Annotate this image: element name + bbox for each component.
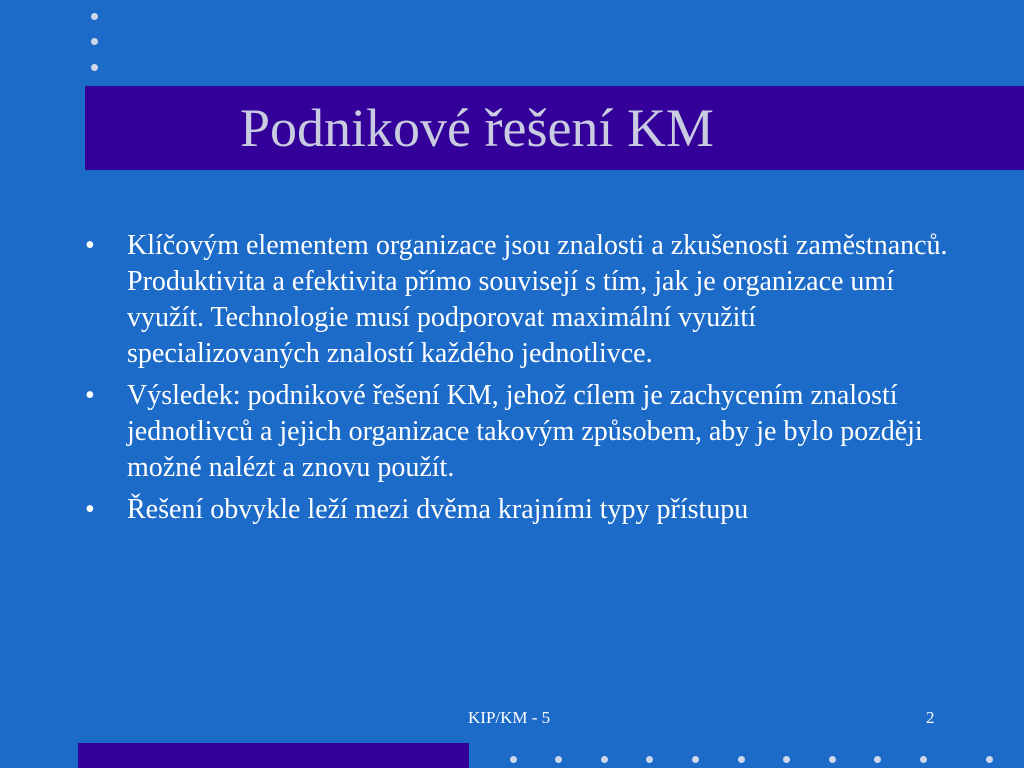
bullet-symbol: • [85, 380, 95, 411]
decorative-dot [91, 13, 98, 20]
decorative-dot [829, 756, 836, 763]
decorative-dot [986, 756, 993, 763]
decorative-dot [601, 756, 608, 763]
bullet-text: Výsledek: podnikové řešení KM, jehož cílem je zachycením znalostí jednotlivců a jejich organizace takovým způsobem, aby je bylo později možné nalézt a znovu použít. [127, 380, 923, 483]
bullet-symbol: • [85, 230, 95, 261]
decorative-dot [646, 756, 653, 763]
decorative-dot [692, 756, 699, 763]
decorative-dot [91, 38, 98, 45]
bottom-bar [78, 743, 469, 768]
decorative-dot [91, 64, 98, 71]
bullet-text: Řešení obvykle leží mezi dvěma krajními typy přístupu [127, 494, 749, 525]
bullet-symbol: • [85, 494, 95, 525]
decorative-dot [510, 756, 517, 763]
decorative-dot [783, 756, 790, 763]
footer-text: KIP/KM - 5 [468, 708, 551, 727]
decorative-dot [555, 756, 562, 763]
bullet-item [85, 228, 955, 372]
bullet-list [85, 228, 955, 534]
decorative-dot [874, 756, 881, 763]
bullet-text: Klíčovým elementem organizace jsou znalosti a zkušenosti zaměstnanců. Produktivita a efektivita přímo souvisejí s tím, jak je organizace umí využít. Technologie musí podporovat maximální využití specializovaných znalostí každého jednotlivce. [127, 230, 948, 369]
bullet-item [85, 492, 955, 528]
bullet-item [85, 378, 955, 486]
page-number: 2 [926, 708, 935, 727]
slide-title: Podnikové řešení KM [240, 98, 714, 158]
decorative-dot [738, 756, 745, 763]
decorative-dot [920, 756, 927, 763]
